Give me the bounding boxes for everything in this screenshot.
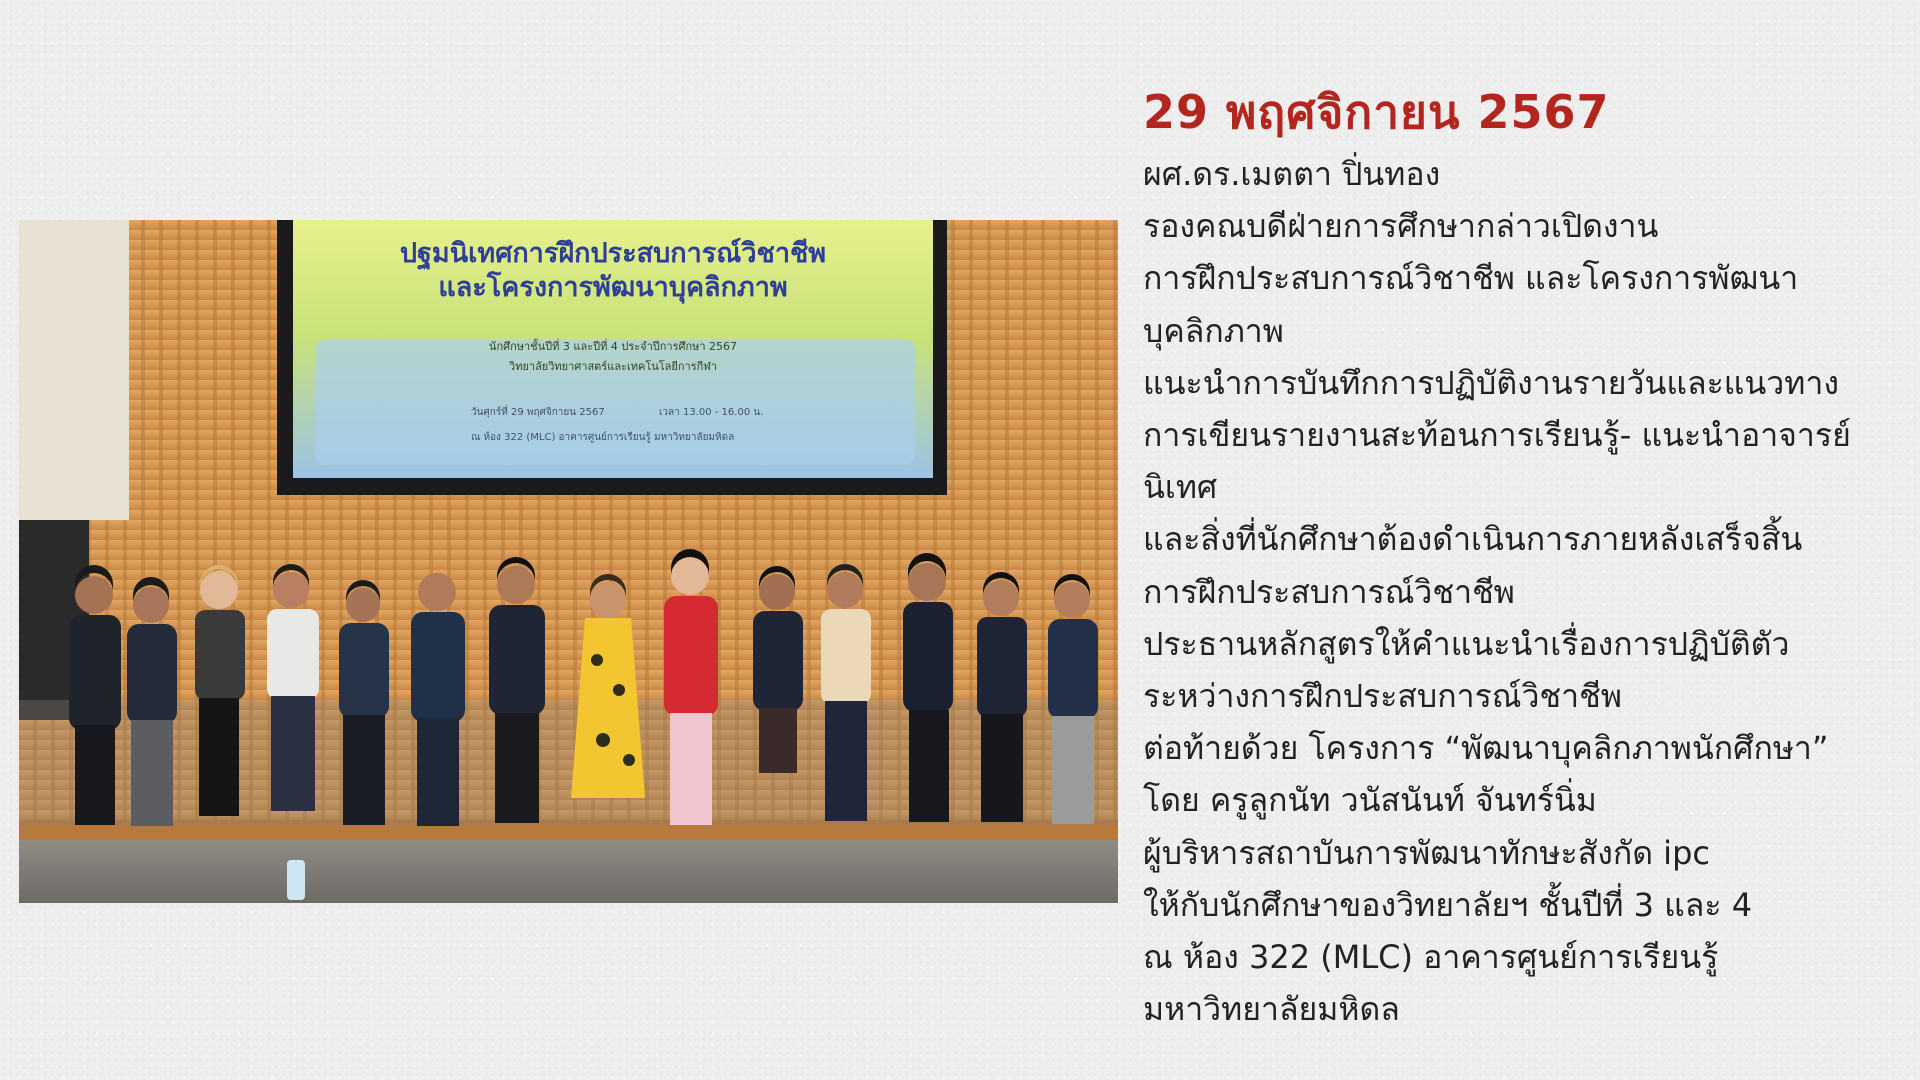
event-date: 29 พฤศจิกายน 2567: [1143, 85, 1610, 139]
screen-time: เวลา 13.00 - 16.00 น.: [659, 407, 764, 418]
caption-line: รองคณบดีฝ่ายการศึกษากล่าวเปิดงาน: [1143, 207, 1659, 246]
caption-text: [1143, 148, 1903, 1035]
caption-line: ผศ.ดร.เมตตา ปิ่นทอง: [1143, 155, 1441, 193]
screen-title-2: และโครงการพัฒนาบุคลิกภาพ: [438, 272, 788, 303]
projection-screen: [277, 220, 947, 495]
caption-line: มหาวิทยาลัยมหิดล: [1143, 990, 1400, 1029]
caption-line: ผู้บริหารสถาบันการพัฒนาทักษะสังกัด ipc: [1143, 833, 1710, 872]
side-wall: [19, 220, 129, 520]
caption-line: ต่อท้ายด้วย โครงการ “พัฒนาบุคลิกภาพนักศึกษา”: [1143, 729, 1829, 768]
caption-line: นิเทศ: [1143, 468, 1218, 507]
caption-line: ระหว่างการฝึกประสบการณ์วิชาชีพ: [1143, 677, 1622, 716]
caption-line: โดย ครูลูกนัท วนัสนันท์ จันทร์นิ่ม: [1143, 781, 1597, 820]
screen-subtitle-2: วิทยาลัยวิทยาศาสตร์และเทคโนโลยีการกีฬา: [509, 360, 717, 373]
caption-line: การเขียนรายงานสะท้อนการเรียนรู้- แนะนำอาจารย์: [1143, 416, 1851, 455]
caption-line: ประธานหลักสูตรให้คำแนะนำเรื่องการปฏิบัติตัว: [1143, 624, 1790, 663]
caption-line: และสิ่งที่นักศึกษาต้องดำเนินการภายหลังเสร็จสิ้น: [1143, 520, 1803, 559]
group-photo-illustration: [19, 220, 1118, 903]
screen-venue: ณ ห้อง 322 (MLC) อาคารศูนย์การเรียนรู้ มหาวิทยาลัยมหิดล: [471, 432, 735, 443]
caption-line: ให้กับนักศึกษาของวิทยาลัยฯ ชั้นปีที่ 3 และ 4: [1143, 885, 1753, 924]
screen-subtitle-1: นักศึกษาชั้นปีที่ 3 และปีที่ 4 ประจำปีการศึกษา 2567: [488, 340, 738, 353]
group-photo: [19, 220, 1118, 903]
screen-date: วันศุกร์ที่ 29 พฤศจิกายน 2567: [471, 407, 605, 418]
caption-line: ณ ห้อง 322 (MLC) อาคารศูนย์การเรียนรู้: [1143, 938, 1719, 977]
caption-line: บุคลิกภาพ: [1143, 311, 1284, 350]
water-bottle: [287, 860, 305, 900]
caption-line: การฝึกประสบการณ์วิชาชีพ และโครงการพัฒนา: [1143, 259, 1799, 298]
screen-title-1: ปฐมนิเทศการฝึกประสบการณ์วิชาชีพ: [399, 238, 827, 269]
caption-line: การฝึกประสบการณ์วิชาชีพ: [1143, 572, 1515, 611]
floor: [19, 840, 1118, 903]
caption-panel: [1143, 80, 1903, 1035]
caption-line: แนะนำการบันทึกการปฏิบัติงานรายวันและแนวทาง: [1143, 363, 1839, 402]
carpet-back: [19, 700, 1118, 825]
